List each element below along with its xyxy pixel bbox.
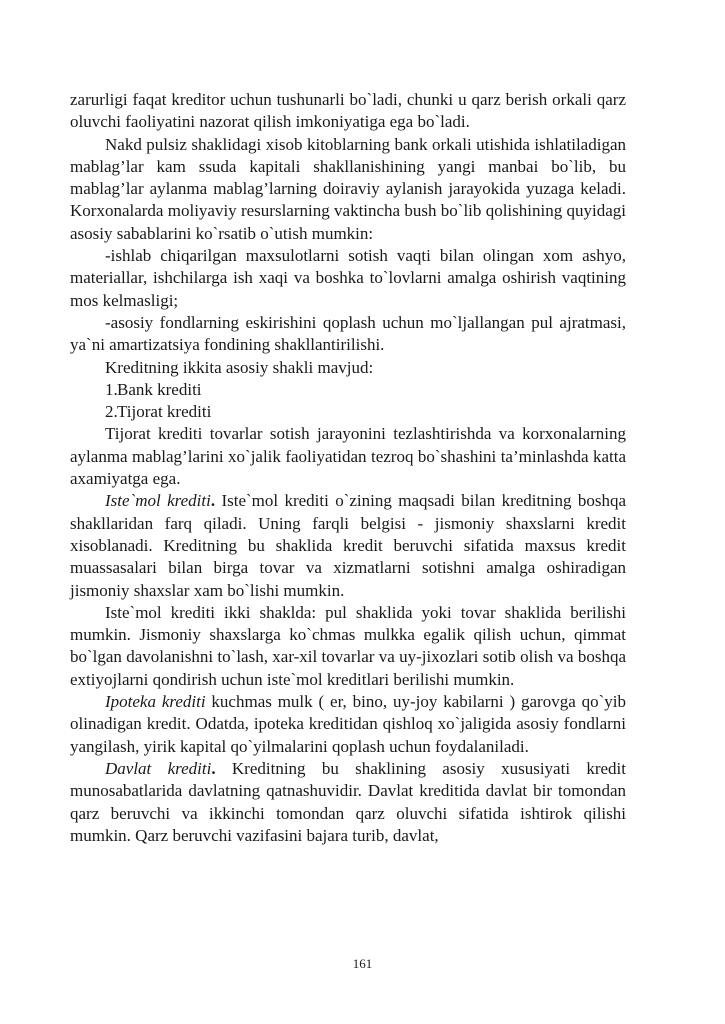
paragraph-10 [70,758,626,847]
paragraph-9 [70,691,626,758]
list-text: Bank krediti [117,379,202,399]
term-dot: . [210,491,216,511]
paragraph-6: Tijorat krediti tovarlar sotish jarayonini tezlashtirishda va korxonalarning aylanma mablag’larini xo`jalik faoliyatidan tezroq bo`shashini ta’minlashda katta axamiyatga ega. [70,424,626,489]
paragraph-5: Kreditning ikkita asosiy shakli mavjud: [105,357,374,377]
term-davlat: Davlat krediti [105,758,212,778]
list-number: 1. [105,379,118,399]
page-number: 161 [352,956,373,971]
paragraph-9-text: kuchmas mulk ( er, bino, uy-joy kabilarni ) garovga qo`yib olinadigan kredit. Odatda, ipoteka kreditidan qishloq xo`jaligida asosiy fondlarni yangilash, yirik kapital qo`yilmalarini qoplash uchun foydalaniladi. [70,692,626,756]
paragraph-4: -asosiy fondlarning eskirishini qoplash uchun mo`ljallangan pul ajratmasi, ya`ni amartizatsiya fondining shakllantirilishi. [70,312,626,355]
term-istemol: Iste`mol krediti [105,491,211,511]
term-ipoteka: Ipoteka krediti [105,692,206,712]
page-body [70,89,626,847]
list-item-2 [70,401,626,423]
list-item-1 [70,379,626,401]
term-dot: . [211,758,216,778]
paragraph-10-text: Kreditning bu shaklining asosiy xususiyati kredit munosabatlarida davlatning qatnashuvidir. Davlat kreditida davlat bir tomondan qarz beruvchi va ikkinchi tomondan qarz oluvchi sifatida ishtirok qilishi mumkin. Qarz beruvchi vazifasini bajara turib, davlat, [70,758,626,845]
paragraph-8: Iste`mol krediti ikki shaklda: pul shaklida yoki tovar shaklida berilishi mumkin. Jismoniy shaxslarga ko`chmas mulkka egalik qilish uchun, qimmat bo`lgan davolanishni to`lash, xar-xil tovarlar va uy-jixozlari sotib olish va boshqa extiyojlarni qondirish uchun iste`mol kreditlari berilishi mumkin. [70,602,626,689]
paragraph-7-text: Iste`mol krediti o`zining maqsadi bilan kreditning boshqa shakllaridan farq qiladi. Uning farqli belgisi - jismoniy shaxslarni kredit xisoblanadi. Kreditning bu shaklida kredit beruvchi sifatida maxsus kredit muassasalari bilan birga tovar va xizmatlarni sotishni amalga oshiradigan jismoniy shaxslar xam bo`lishi mumkin. [70,491,626,600]
paragraph-7 [70,490,626,601]
paragraph-1: zarurligi faqat kreditor uchun tushunarli bo`ladi, chunki u qarz berish orkali qarz oluvchi faoliyatini nazorat qilish imkoniyatiga ega bo`ladi. [70,90,626,132]
list-text: Tijorat krediti [117,402,212,422]
paragraph-3: -ishlab chiqarilgan maxsulotlarni sotish vaqti bilan olingan xom ashyo, materiallar, ishchilarga ish xaqi va boshka to`lovlarni amalga oshirish vaqtining mos kelmasligi; [70,246,626,310]
list-number: 2. [105,402,118,422]
paragraph-2: Nakd pulsiz shaklidagi xisob kitoblarning bank orkali utishida ishlatiladigan mablag’lar kam ssuda kapitali shakllanishining yangi manbai bo`lib, bu mablag’lar aylanma mablag’larning doiraviy aylanish jarayokida yuzaga keladi. Korxonalarda moliyaviy resurslarning vaktincha bush bo`lib qolishining quyidagi asosiy sabablarini ko`rsatib o`utish mumkin: [70,134,626,243]
